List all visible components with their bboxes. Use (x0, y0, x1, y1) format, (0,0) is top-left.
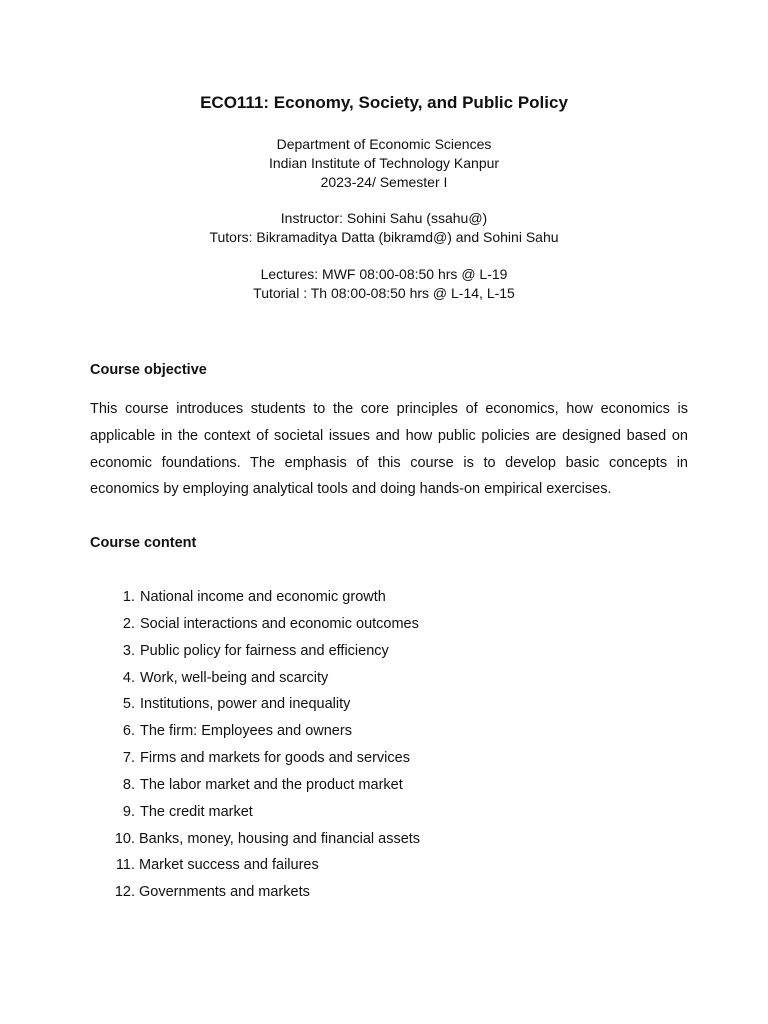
list-item-number: 8. (122, 776, 135, 793)
list-item-number: 3. (122, 642, 135, 659)
list-item-text: Institutions, power and inequality (140, 696, 351, 713)
list-item-number: 5. (122, 696, 135, 713)
list-item-number: 11. (115, 857, 135, 874)
list-item-number: 9. (122, 803, 135, 820)
staff-info (0, 209, 768, 247)
list-item (90, 773, 420, 800)
list-item (90, 692, 420, 719)
list-item (90, 880, 420, 907)
list-item-number: 6. (122, 723, 135, 740)
list-item (90, 800, 420, 827)
list-item-number: 2. (122, 615, 135, 632)
list-item (90, 585, 420, 612)
list-item-text: Public policy for fairness and efficiency (140, 642, 389, 659)
list-item-text: The firm: Employees and owners (140, 723, 352, 740)
list-item (90, 853, 420, 880)
list-item (90, 827, 420, 854)
objective-paragraph: This course introduces students to the core principles of economics, how economics is applicable in the context of societal issues and how public policies are designed based on economic foundations. The emphasis of this course is to develop basic concepts in economics by employing analytical tools and doing hands-on empirical exercises. (90, 401, 688, 498)
course-content-list (90, 585, 420, 907)
lectures-line: Lectures: MWF 08:00-08:50 hrs @ L-19 (260, 266, 508, 282)
tutorial-line: Tutorial : Th 08:00-08:50 hrs @ L-14, L-15 (253, 285, 515, 301)
content-heading: Course content (90, 535, 197, 551)
list-item-text: Work, well-being and scarcity (140, 669, 329, 686)
course-title: ECO111: Economy, Society, and Public Policy (200, 93, 568, 112)
list-item (90, 666, 420, 693)
list-item-number: 12. (114, 884, 135, 901)
list-item (90, 746, 420, 773)
objective-heading: Course objective (90, 362, 207, 378)
list-item-text: The credit market (140, 803, 253, 820)
list-item-number: 4. (122, 669, 135, 686)
department-name: Department of Economic Sciences (276, 136, 492, 152)
list-item (90, 612, 420, 639)
list-item (90, 719, 420, 746)
institute-name: Indian Institute of Technology Kanpur (268, 155, 500, 171)
term-label: 2023-24/ Semester I (320, 174, 448, 190)
instructor-line: Instructor: Sohini Sahu (ssahu@) (280, 210, 488, 226)
list-item-text: Governments and markets (139, 884, 310, 901)
list-item-text: Social interactions and economic outcomes (140, 615, 419, 632)
list-item (90, 639, 420, 666)
list-item-number: 10. (114, 830, 135, 847)
course-info (0, 135, 768, 192)
list-item-text: Market success and failures (139, 857, 319, 874)
tutors-line: Tutors: Bikramaditya Datta (bikramd@) and Sohini Sahu (209, 229, 559, 245)
list-item-number: 7. (122, 750, 135, 767)
schedule-info (0, 265, 768, 303)
list-item-text: The labor market and the product market (140, 776, 403, 793)
list-item-number: 1. (122, 589, 135, 605)
list-item-text: National income and economic growth (140, 589, 386, 605)
list-item-text: Firms and markets for goods and services (140, 750, 410, 767)
list-item-text: Banks, money, housing and financial assets (139, 830, 421, 847)
